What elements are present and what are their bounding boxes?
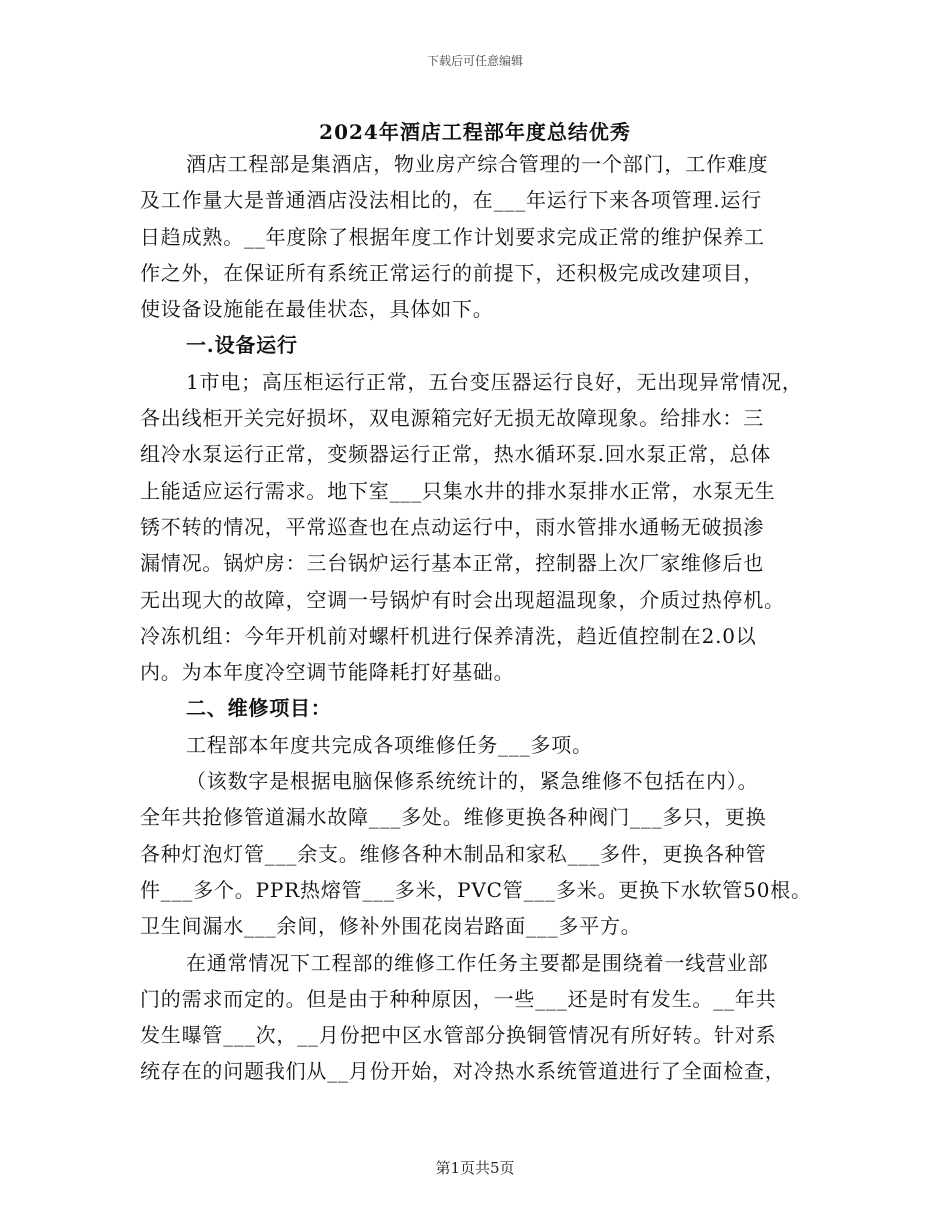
paragraph-line: 1市电；高压柜运行正常，五台变压器运行良好，无出现异常情况， xyxy=(186,369,803,394)
paragraph-line: 卫生间漏水___余间，修补外围花岗岩路面___多平方。 xyxy=(140,914,642,939)
paragraph-line: 全年共抢修管道漏水故障___多处。维修更换各种阀门___多只，更换 xyxy=(140,805,767,830)
paragraph-line: 使设备设施能在最佳状态，具体如下。 xyxy=(140,297,494,322)
paragraph-line: 内。为本年度冷空调节能降耗打好基础。 xyxy=(140,660,515,685)
paragraph-line: 作之外，在保证所有系统正常运行的前提下，还积极完成改建项目， xyxy=(140,260,764,285)
paragraph-line: 锈不转的情况，平常巡查也在点动运行中，雨水管排水通畅无破损渗 xyxy=(140,514,764,539)
paragraph-line: 各种灯泡灯管___余支。维修各种木制品和家私___多件，更换各种管 xyxy=(140,841,767,866)
paragraph-line: 及工作量大是普通酒店没法相比的，在___年运行下来各项管理.运行 xyxy=(140,188,762,213)
paragraph-line: （该数字是根据电脑保修系统统计的，紧急维修不包括在内）。 xyxy=(186,769,759,794)
paragraph-line: 门的需求而定的。但是由于种种原因，一些___还是时有发生。__年共 xyxy=(140,986,777,1011)
paragraph-line: 冷冻机组：今年开机前对螺杆机进行保养清洗，趋近值控制在2.0以 xyxy=(140,623,757,648)
page-number-footer: 第1页共5页 xyxy=(435,1159,515,1177)
paragraph-line: 酒店工程部是集酒店，物业房产综合管理的一个部门，工作难度 xyxy=(186,152,769,176)
document-body xyxy=(140,146,830,1090)
section-heading-maintenance: 二、维修项目： xyxy=(186,696,332,721)
paragraph-line: 漏情况。锅炉房：三台锅炉运行基本正常，控制器上次厂家维修后也 xyxy=(140,551,764,576)
paragraph-line: 无出现大的故障，空调一号锅炉有时会出现超温现象，介质过热停机。 xyxy=(140,587,785,612)
paragraph-line: 各出线柜开关完好损坏，双电源箱完好无损无故障现象。给排水：三 xyxy=(140,406,764,431)
section-heading-equipment: 一.设备运行 xyxy=(186,333,298,358)
paragraph-line: 在通常情况下工程部的维修工作任务主要都是围绕着一线营业部 xyxy=(186,950,769,975)
header-note: 下载后可任意编辑 xyxy=(426,54,523,68)
paragraph-line: 工程部本年度共完成各项维修任务___多项。 xyxy=(186,732,593,757)
paragraph-line: 件___多个。PPR热熔管___多米，PVC管___多米。更换下水软管50根。 xyxy=(140,877,812,902)
paragraph-line: 上能适应运行需求。地下室___只集水井的排水泵排水正常，水泵无生 xyxy=(140,478,776,503)
document-title: 2024年酒店工程部年度总结优秀 xyxy=(319,120,631,144)
paragraph-line: 发生曝管___次，__月份把中区水管部分换铜管情况有所好转。针对系 xyxy=(140,1023,777,1048)
paragraph-line: 统存在的问题我们从__月份开始，对冷热水系统管道进行了全面检查， xyxy=(140,1059,786,1084)
paragraph-line: 组冷水泵运行正常，变频器运行正常，热水循环泵.回水泵正常，总体 xyxy=(140,442,772,467)
paragraph-line: 日趋成熟。__年度除了根据年度工作计划要求完成正常的维护保养工 xyxy=(140,224,765,249)
